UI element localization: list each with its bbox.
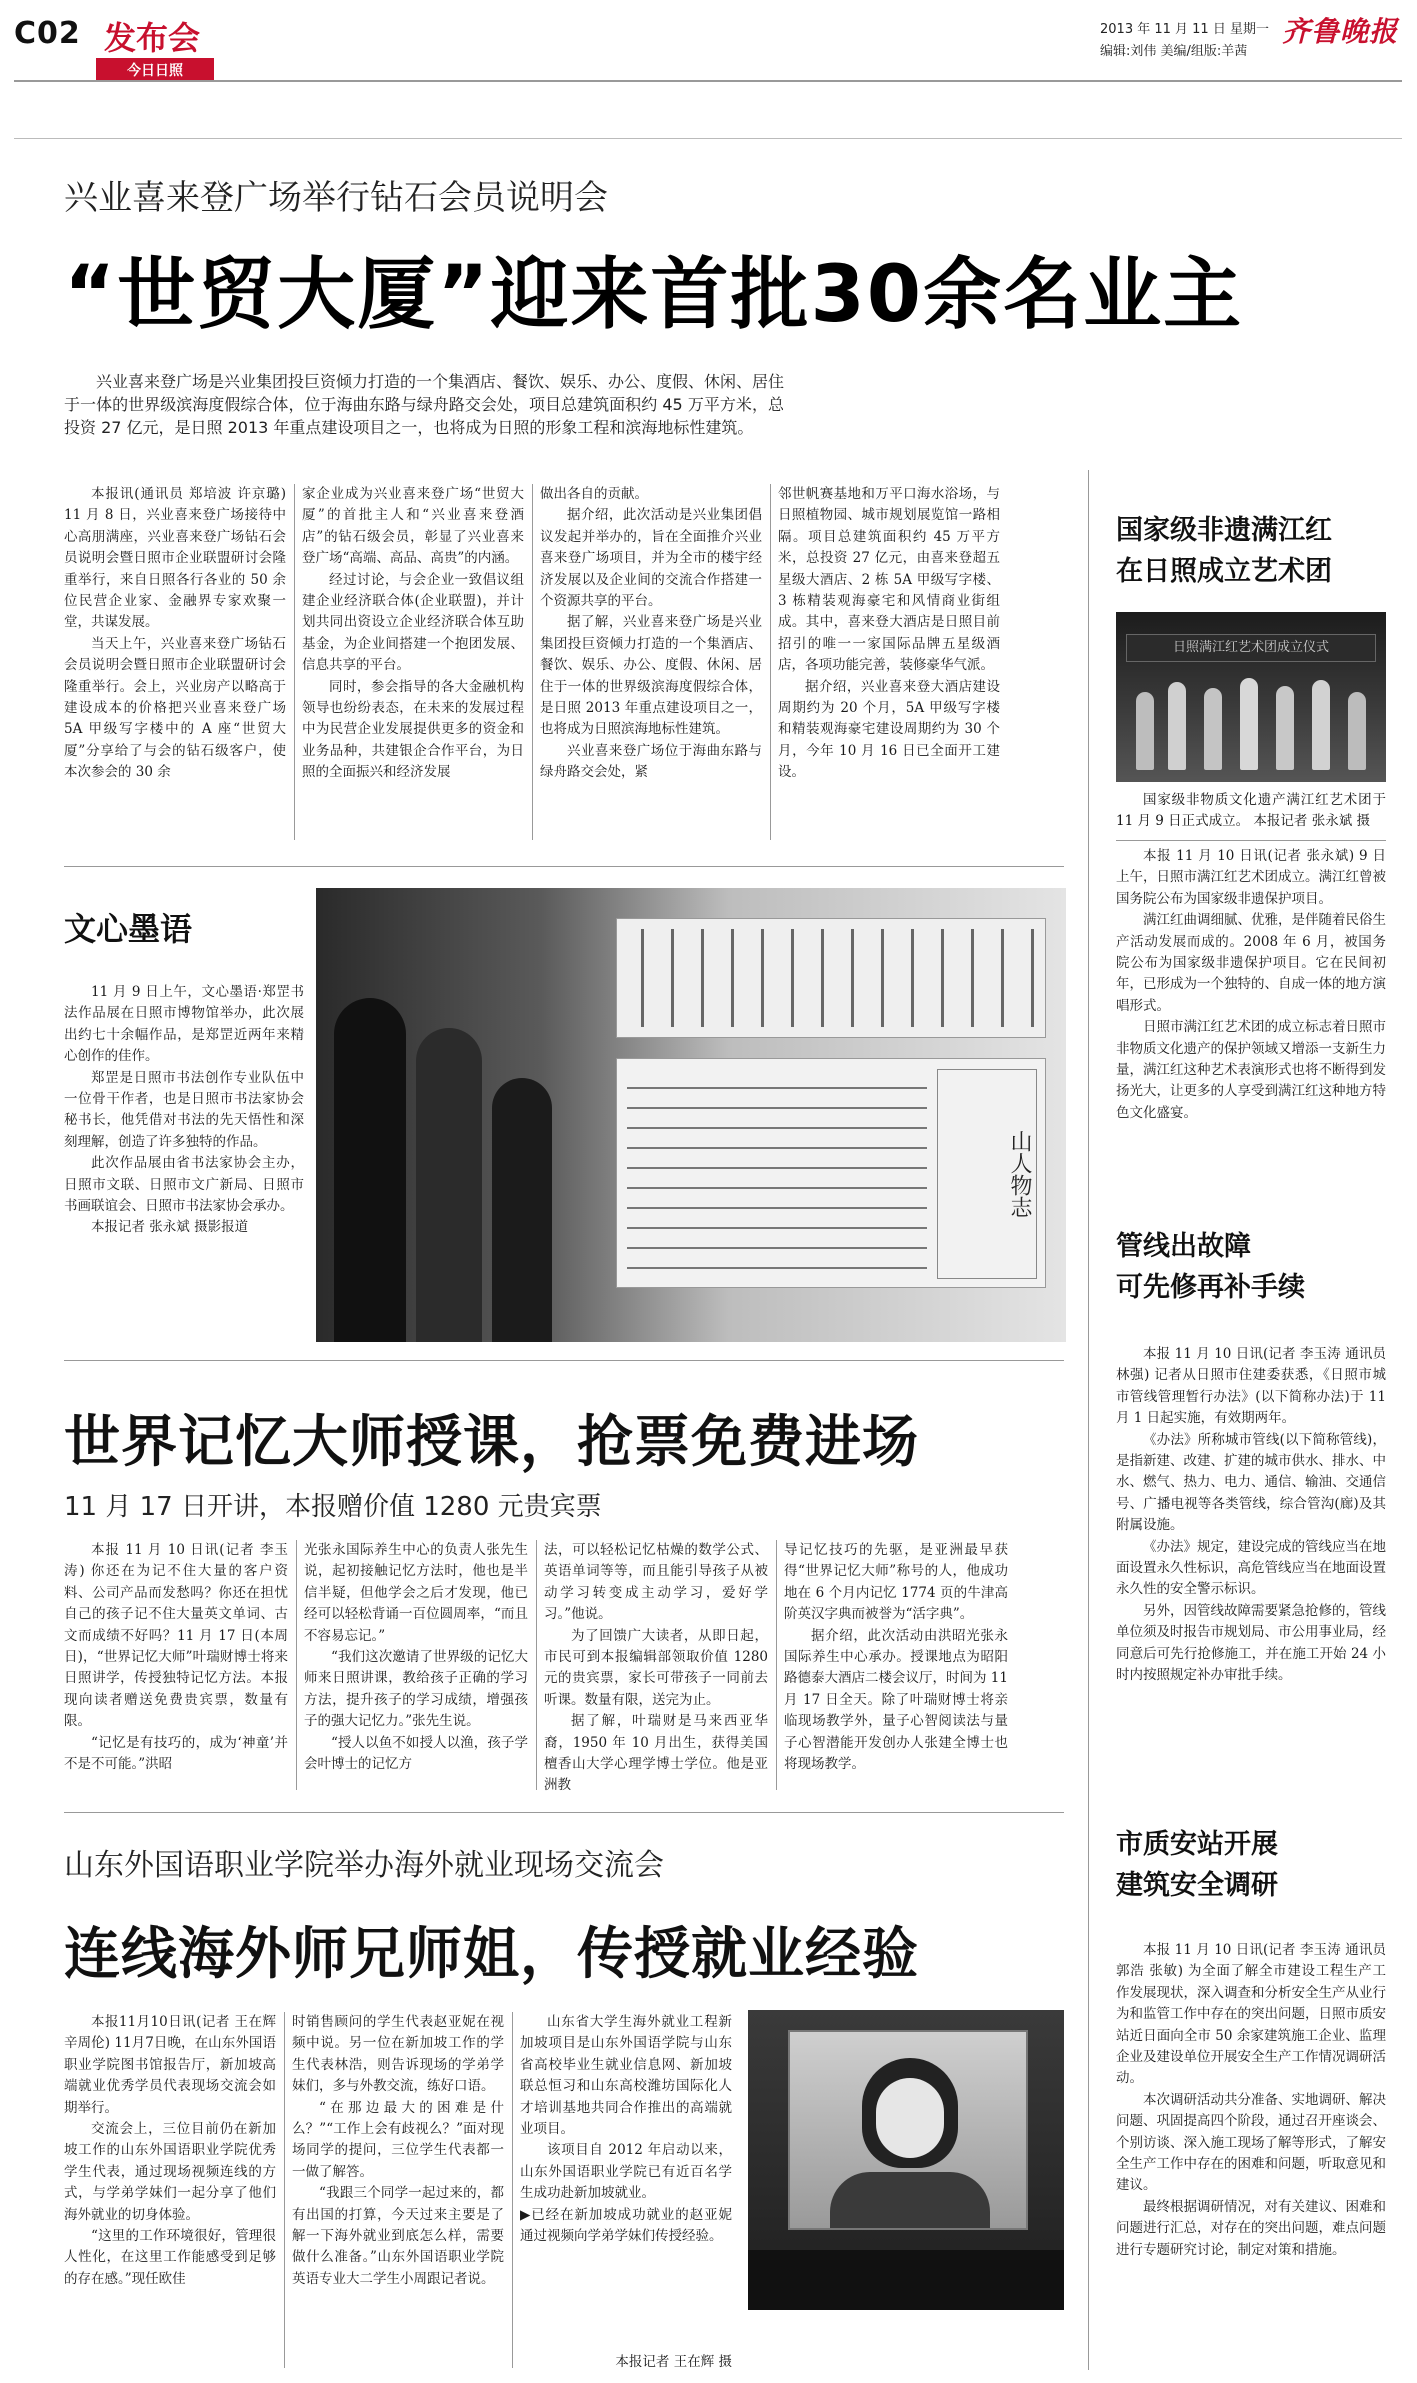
- story3-title: 世界记忆大师授课，抢票免费进场: [64, 1410, 919, 1475]
- header-rule: [14, 80, 1402, 82]
- podium-area: [748, 2250, 1064, 2310]
- story4-paragraph: 该项目自 2012 年启动以来，山东外国语职业学院已有近百名学生成功赴新加坡就业。: [520, 2142, 732, 2202]
- story4-photo-caption: ▶已经在新加坡成功就业的赵亚妮通过视频向学弟学妹们传授经验。: [520, 2206, 732, 2245]
- side1-paragraph: 满江红曲调细腻、优雅，是伴随着民俗生产活动发展而成的。2008 年 6 月，被国务院公布为国家级非遗保护项目。它在民间初年，已形成为一个独特的、自成一体的地方演唱形式。: [1116, 912, 1386, 1014]
- section-rule: [64, 1360, 1064, 1361]
- story1-headline: “世贸大厦”迎来首批30余名业主: [64, 250, 1244, 340]
- story4-headline: 连线海外师兄师姐，传授就业经验: [64, 1922, 919, 1987]
- story1-lead: [64, 370, 784, 439]
- story1-paragraph: 经过讨论，与会企业一致倡议组建企业经济联合体(企业联盟)，并计划共同出资设立企业经济联合体互助基金，为企业间搭建一个抱团发展、信息共享的平台。: [302, 571, 524, 674]
- story1-paragraph: 家企业成为兴业喜来登广场“世贸大厦”的首批主人和“兴业喜来登酒店”的钻石级会员，彰显了兴业喜来登广场“高端、高品、高贵”的内涵。: [302, 486, 524, 567]
- story1-paragraph: 同时，参会指导的各大金融机构领导也纷纷表态，在未来的发展过程中为民营企业发展提供更多的资金和业务品种，共建银企合作平台，为日照的全面振兴和经济发展: [302, 678, 524, 781]
- story2-paragraph: 11 月 9 日上午，文心墨语·郑罡书法作品展在日照市博物馆举办，此次展出约七十余幅作品，是郑罡近两年来精心创作的佳作。: [64, 984, 304, 1065]
- story4-paragraph: 交流会上，三位目前仍在新加坡工作的山东外国语职业学院优秀学生代表，通过现场视频连线的方式，与学弟学妹们一起分享了他们海外就业的切身体验。: [64, 2121, 276, 2223]
- column-divider: [776, 1540, 777, 1790]
- dancer-figure: [1276, 686, 1294, 770]
- side1-title: [1116, 510, 1406, 592]
- section-rule: [64, 1812, 1064, 1813]
- story3-paragraph: 据了解，叶瑞财是马来西亚华裔，1950 年 10 月出生，获得美国檀香山大学心理学博士学位。他是亚洲教: [544, 1713, 768, 1794]
- section-rule: [64, 866, 1064, 867]
- story1-column-2: [302, 484, 524, 844]
- side3-paragraph: 最终根据调研情况，对有关建议、困难和问题进行汇总，对存在的突出问题，难点问题进行专题研究讨论，制定对策和措施。: [1116, 2198, 1386, 2258]
- page-code: C02: [14, 16, 81, 51]
- story3-paragraph: 据介绍，此次活动由洪昭光张永国际养生中心承办。授课地点为昭阳路德泰大酒店二楼会议厅，时间为 11 月 17 日全天。除了叶瑞财博士将亲临现场教学外，量子心智阅读法与量子心智潜能开发创办人张建全博士也将现场教学。: [784, 1627, 1008, 1773]
- story3-column-3: [544, 1540, 768, 1800]
- story1-column-3: [540, 484, 762, 844]
- story2-title: 文心墨语: [64, 910, 193, 948]
- dancer-figure: [1240, 678, 1258, 770]
- dancer-figure: [1312, 680, 1330, 770]
- side1-photo-caption-text: 国家级非物质文化遗产满江红艺术团于 11 月 9 日正式成立。 本报记者 张永斌 摄: [1116, 792, 1386, 830]
- story1-paragraph: 据介绍，此次活动是兴业集团倡议发起并举办的，旨在全面推介兴业喜来登广场项目，并为全市的楼宇经济发展以及企业间的交流合作搭建一个资源共享的平台。: [540, 507, 762, 610]
- visitor-figure: [492, 1078, 552, 1342]
- side1-paragraph: 本报 11 月 10 日讯(记者 张永斌) 9 日上午，日照市满江红艺术团成立。满江红曾被国务院公布为国家级非遗保护项目。: [1116, 848, 1386, 907]
- side2-paragraph: 《办法》所称城市管线(以下简称管线)，是指新建、改建、扩建的城市供水、排水、中水、燃气、热力、电力、通信、输油、交通信号、广播电视等各类管线，综合管沟(廊)及其附属设施。: [1116, 1431, 1386, 1534]
- sidebar-divider: [1088, 470, 1089, 2370]
- side2-paragraph: 本报 11 月 10 日讯(记者 李玉涛 通讯员 林强) 记者从日照市住建委获悉，《日照市城市管线管理暂行办法》(以下简称办法)于 11 月 1 日起实施，有效期两年。: [1116, 1346, 1386, 1427]
- story1-paragraph: 做出各自的贡献。: [540, 486, 648, 502]
- issue-date: 2013 年 11 月 11 日 星期一: [1100, 22, 1269, 37]
- dancer-figure: [1168, 682, 1186, 770]
- calligraphy-scroll: [616, 1058, 1046, 1288]
- side1-title-line1: 国家级非遗满江红: [1116, 515, 1332, 546]
- story4-column-3: [520, 2012, 732, 2372]
- story3-paragraph: 法，可以轻松记忆枯燥的数学公式、英语单词等等，而且能引导孩子从被动学习转变成主动学习，爱好学习。”他说。: [544, 1542, 768, 1623]
- calligraphy-strokes: [627, 1069, 927, 1279]
- story1-kicker: 兴业喜来登广场举行钻石会员说明会: [64, 178, 608, 218]
- story1-column-1: [64, 484, 286, 844]
- event-banner: 日照满江红艺术团成立仪式: [1126, 634, 1376, 662]
- calligraphy-strokes: [627, 929, 1037, 1027]
- calligraphy-banner-text: 山人物志: [937, 1069, 1037, 1279]
- header-rule-secondary: [14, 138, 1402, 139]
- story1-column-4: [778, 484, 1000, 844]
- side1-paragraph: 日照市满江红艺术团的成立标志着日照市非物质文化遗产的保护领域又增添一支新生力量，满江红这种艺术表演形式也将不断得到发扬光大，让更多的人享受到满江红这种地方特色文化盛宴。: [1116, 1019, 1386, 1121]
- story4-paragraph: 山东省大学生海外就业工程新加坡项目是山东外国语学院与山东省高校毕业生就业信息网、新加坡联总恒习和山东高校潍坊国际化人才培训基地共同合作推出的高端就业项目。: [520, 2014, 732, 2138]
- story3-paragraph: “我们这次邀请了世界级的记忆大师来日照讲课，教给孩子正确的学习方法，提升孩子的学习成绩，增强孩子的强大记忆力。”张先生说。: [304, 1649, 528, 1730]
- story3-column-4: [784, 1540, 1008, 1800]
- story4-paragraph: 本报11月10日讯(记者 王在辉 辛周伦) 11月7日晚，在山东外国语职业学院图书馆报告厅，新加坡高端就业优秀学员代表现场交流会如期举行。: [64, 2014, 276, 2116]
- dancer-figure: [1204, 688, 1222, 770]
- story4-column-1: [64, 2012, 276, 2372]
- story1-paragraph: 据介绍，兴业喜来登大酒店建设周期约为 20 个月，5A 甲级写字楼和精装观海豪宅建设周期约为 30 个月，今年 10 月 16 日已全面开工建设。: [778, 678, 1000, 781]
- story4-paragraph: “在那边最大的困难是什么？”“工作上会有歧视么？”面对现场同学的提问，三位学生代表都一一做了解答。: [292, 2099, 504, 2180]
- student-shoulders: [830, 2172, 990, 2228]
- side1-title-line2: 在日照成立艺术团: [1116, 556, 1332, 587]
- dance-troupe-photo: [1116, 612, 1386, 782]
- story2-body: [64, 982, 304, 1322]
- side3-title-line2: 建筑安全调研: [1116, 1870, 1278, 1901]
- story3-subtitle: 11 月 17 日开讲，本报赠价值 1280 元贵宾票: [64, 1492, 602, 1522]
- story3-paragraph: “授人以鱼不如授人以渔，孩子学会叶博士的记忆方: [304, 1734, 528, 1773]
- story4-column-2: [292, 2012, 504, 2372]
- story3-column-1: [64, 1540, 288, 1800]
- projection-screen: [788, 2030, 1028, 2230]
- dancer-figure: [1136, 692, 1154, 770]
- story2-paragraph: 此次作品展由省书法家协会主办，日照市文联、日照市文广新局、日照市书画联谊会、日照市书法家协会承办。: [64, 1155, 304, 1215]
- column-divider: [296, 1540, 297, 1790]
- story3-column-2: [304, 1540, 528, 1800]
- story4-paragraph: 时销售顾问的学生代表赵亚妮在视频中说。另一位在新加坡工作的学生代表林浩，则告诉现场的学弟学妹们，多与外教交流，练好口语。: [292, 2014, 504, 2095]
- side3-paragraph: 本报 11 月 10 日讯(记者 李玉涛 通讯员 郭浩 张敏) 为全面了解全市建设工程生产工作发展现状，深入调查和分析安全生产从业行为和监管工作中存在的突出问题，日照市质安站近日面向全市 50 余家建筑施工企业、监理企业及建设单位开展安全生产工作情况调研活动。: [1116, 1942, 1386, 2087]
- calligraphy-exhibition-photo: [316, 888, 1066, 1342]
- story3-paragraph: 导记忆技巧的先驱，是亚洲最早获得“世界记忆大师”称号的人，他成功地在 6 个月内记忆 1774 页的牛津高阶英汉字典而被誉为“活字典”。: [784, 1542, 1008, 1623]
- side2-title-line2: 可先修再补手续: [1116, 1272, 1305, 1303]
- story1-paragraph: 本报讯(通讯员 郑培波 许京璐) 11 月 8 日，兴业喜来登广场接待中心高朋满座，兴业喜来登广场钻石会员说明会暨日照市企业联盟研讨会隆重举行，来自日照各行各业的 50 余位民营企业家、金融界专家欢聚一堂，共谋发展。: [64, 486, 286, 631]
- story3-paragraph: 本报 11 月 10 日讯(记者 李玉涛) 你还在为记不住大量的客户资料、公司产品而发愁吗？你还在担忧自己的孩子记不住大量英文单词、古文而成绩不好吗？11 月 17 日(本周日)，“世界记忆大师”叶瑞财博士将来日照讲学，传授独特记忆方法。本报现向读者赠送免费贵宾票，数量有限。: [64, 1542, 288, 1730]
- story4-paragraph: “这里的工作环境很好，管理很人性化，在这里工作能感受到足够的存在感。”现任欧佳: [64, 2228, 276, 2287]
- side3-title: [1116, 1824, 1406, 1906]
- story3-paragraph: “记忆是有技巧的，成为‘神童’并不是不可能。”洪昭: [64, 1734, 288, 1773]
- story2-paragraph: 郑罡是日照市书法创作专业队伍中一位骨干作者，也是日照市书法家协会秘书长，他凭借对书法的先天悟性和深刻理解，创造了许多独特的作品。: [64, 1069, 304, 1150]
- visitor-figure: [334, 998, 406, 1342]
- visitor-figure: [416, 1028, 482, 1342]
- side2-title-line1: 管线出故障: [1116, 1231, 1251, 1262]
- story3-paragraph: 为了回馈广大读者，从即日起，市民可到本报编辑部领取价值 1280 元的贵宾票，家长可带孩子一同前去听课。数量有限，送完为止。: [544, 1627, 768, 1708]
- column-divider: [536, 1540, 537, 1790]
- story4-kicker: 山东外国语职业学院举办海外就业现场交流会: [64, 1848, 664, 1883]
- student-face: [876, 2078, 944, 2158]
- section-tag: 今日日照: [96, 58, 214, 82]
- side1-photo-caption: [1116, 790, 1386, 833]
- story1-paragraph: 当天上午，兴业喜来登广场钻石会员说明会暨日照市企业联盟研讨会隆重举行。会上，兴业房产以略高于建设成本的价格把兴业喜来登广场 5A 甲级写字楼中的 A 座“世贸大厦”分享给了与会的钻石级客户，使本次参会的 30 余: [64, 635, 286, 781]
- section-name: 发布会: [104, 19, 201, 57]
- column-divider: [512, 2012, 513, 2368]
- calligraphy-scroll: [616, 918, 1046, 1038]
- side2-paragraph: 另外，因管线故障需要紧急抢修的，管线单位须及时报告市规划局、市公用事业局，经同意后可先行抢修施工，并在施工开始 24 小时内按照规定补办审批手续。: [1116, 1602, 1386, 1684]
- editor-credits: 编辑:刘伟 美编/组版:羊茜: [1100, 44, 1248, 59]
- story2-byline: 本报记者 张永斌 摄影报道: [91, 1219, 249, 1236]
- newspaper-logo: 齐鲁晚报: [1282, 15, 1399, 48]
- column-divider: [532, 484, 533, 840]
- dancer-figure: [1348, 692, 1366, 770]
- story1-lead-text: 兴业喜来登广场是兴业集团投巨资倾力打造的一个集酒店、餐饮、娱乐、办公、度假、休闲、居住于一体的世界级滨海度假综合体，位于海曲东路与绿舟路交会处，项目总建筑面积约 45 万平方米，总投资 27 亿元，是日照 2013 年重点建设项目之一，也将成为日照的形象工程和滨海地标性建筑。: [64, 372, 785, 437]
- column-divider: [294, 484, 295, 840]
- column-divider: [284, 2012, 285, 2368]
- caption-rule: [1116, 840, 1386, 841]
- video-call-photo: [748, 2010, 1064, 2310]
- side2-title: [1116, 1226, 1406, 1308]
- side3-title-line1: 市质安站开展: [1116, 1829, 1278, 1860]
- side1-body: [1116, 846, 1386, 1246]
- side2-paragraph: 《办法》规定，建设完成的管线应当在地面设置永久性标识，高危管线应当在地面设置永久性的安全警示标识。: [1116, 1538, 1386, 1598]
- story3-paragraph: 光张永国际养生中心的负责人张先生说，起初接触记忆方法时，他也是半信半疑，但他学会之后才发现，他已经可以轻松背诵一百位圆周率，“而且不容易忘记。”: [304, 1542, 528, 1644]
- story4-paragraph: “我跟三个同学一起过来的，都有出国的打算，今天过来主要是了解一下海外就业到底怎么样，需要做什么准备。”山东外国语职业学院英语专业大二学生小周跟记者说。: [292, 2185, 504, 2287]
- side2-body: [1116, 1344, 1386, 1784]
- side3-body: [1116, 1940, 1386, 2370]
- story1-paragraph: 邻世帆赛基地和万平口海水浴场，与日照植物园、城市规划展览馆一路相隔。项目总建筑面积约 45 万平方米，总投资 27 亿元，由喜来登超五星级大酒店、2 栋 5A 甲级写字楼、3 栋精装观海豪宅和风情商业街组成。其中，喜来登大酒店是日照目前招引的唯一一家国际品牌五星级酒店，各项功能完善，装修豪华气派。: [778, 486, 1000, 674]
- story1-paragraph: 兴业喜来登广场位于海曲东路与绿舟路交会处，紧: [540, 742, 762, 781]
- story4-byline: 本报记者 王在辉 摄: [615, 2354, 732, 2370]
- story1-paragraph: 据了解，兴业喜来登广场是兴业集团投巨资倾力打造的一个集酒店、餐饮、娱乐、办公、度假、休闲、居住于一体的世界级滨海度假综合体，是日照 2013 年重点建设项目之一，也将成为日照滨海地标性建筑。: [540, 614, 762, 738]
- side3-paragraph: 本次调研活动共分准备、实地调研、解决问题、巩固提高四个阶段，通过召开座谈会、个别访谈、深入施工现场了解等形式，了解安全生产工作中存在的困难和问题，听取意见和建议。: [1116, 2091, 1386, 2194]
- column-divider: [770, 484, 771, 840]
